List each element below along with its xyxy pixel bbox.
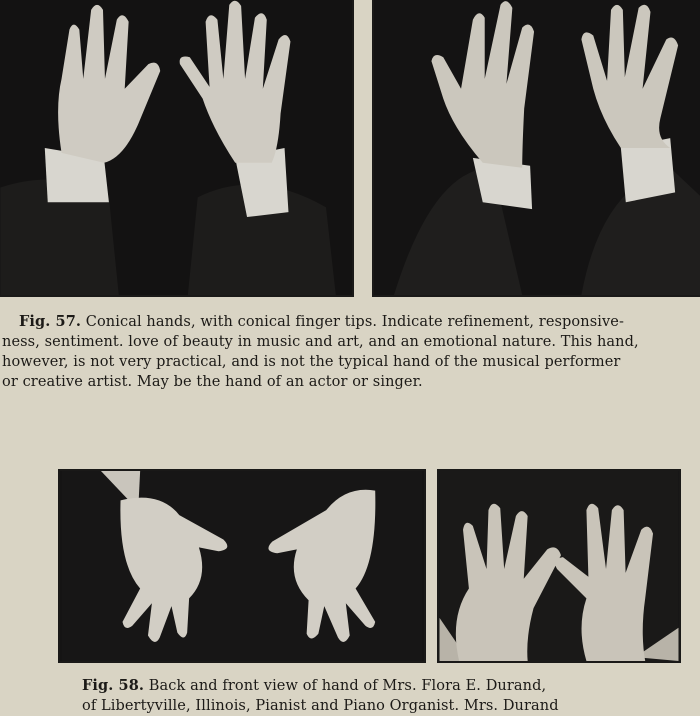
fig58-text-1: Back and front view of hand of Mrs. Flora E. Durand,	[144, 678, 547, 694]
spread-hand-backs-image	[439, 471, 679, 661]
fig57-line-4: or creative artist. May be the hand of an actor or singer.	[2, 374, 423, 390]
fig57-label: Fig. 57.	[19, 313, 82, 330]
fig57-text-1: Conical hands, with conical finger tips. Indicate refinement, responsive-	[81, 314, 624, 330]
fig58-line-1	[82, 676, 559, 696]
photo-fig57-right	[372, 0, 700, 297]
photo-fig58-right	[437, 469, 681, 663]
fig57-caption	[2, 312, 639, 392]
fig57-line-2: ness, sentiment. love of beauty in music and art, and an emotional nature. This hand,	[2, 334, 639, 350]
fig58-label: Fig. 58.	[82, 677, 145, 694]
photo-fig57-left	[0, 0, 354, 297]
hand-backs-image	[374, 0, 700, 295]
fig57-line-3: however, is not very practical, and is not the typical hand of the musical performer	[2, 354, 621, 370]
spread-palms-image	[60, 471, 424, 661]
conical-palms-image	[0, 0, 352, 295]
photo-fig58-left	[58, 469, 426, 663]
fig57-line-1	[2, 312, 639, 332]
fig58-caption	[82, 676, 559, 716]
fig58-line-2: of Libertyville, Illinois, Pianist and Piano Organist. Mrs. Durand	[82, 698, 559, 714]
